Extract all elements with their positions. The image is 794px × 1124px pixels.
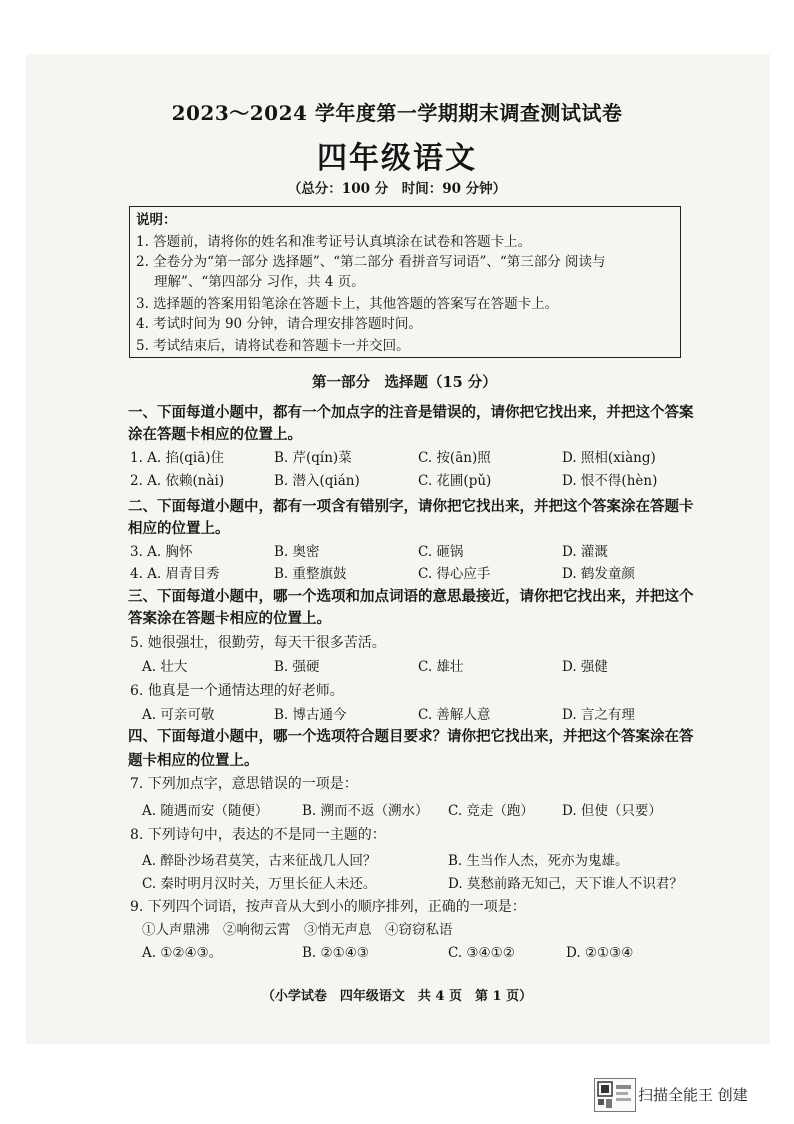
q8-option-d: D. 莫愁前路无知己，天下谁人不识君？ [448,876,683,892]
q-group2-instruction-cont: 相应的位置上。 [128,520,230,537]
q5-option-b: B. 强硬 [274,659,320,675]
q4-option-d: D. 鹤发童颜 [562,566,635,582]
q4-option-c: C. 得心应手 [418,566,491,582]
subject-title: 四年级语文 [317,141,477,176]
q9-option-d: D. ②①③④ [566,945,634,961]
q6-option-b: B. 博古通今 [274,707,347,723]
q3-option-c: C. 砸锅 [418,544,464,560]
q6-option-d: D. 言之有理 [562,707,635,723]
instruction-item: 2. 全卷分为“第一部分 选择题”、“第二部分 看拼音写词语”、“第三部分 阅读与 [136,254,606,270]
q7-option-c: C. 竞走（跑） [448,803,534,819]
instructions-label: 说明： [136,212,177,228]
q-group4-instruction-cont: 题卡相应的位置上。 [128,752,259,769]
q2-option-d: D. 恨不得(hèn) [562,473,658,489]
instructions-box [129,206,681,358]
q2-option-a: 2. A. 依赖(nài) [130,473,225,489]
q9-option-c: C. ③④①② [448,945,515,961]
exam-title: 2023～2024 学年度第一学期期末调查测试试卷 [171,101,623,125]
page-footer: （小学试卷 四年级语文 共 4 页 第 1 页） [261,989,533,1004]
q5-option-c: C. 雄壮 [418,659,464,675]
q1-option-b: B. 芹(qín)菜 [274,450,352,466]
q9-option-b: B. ②①④③ [302,945,369,961]
q4-option-b: B. 重整旗鼓 [274,566,347,582]
q6-stem: 6. 他真是一个通情达理的好老师。 [130,683,344,699]
q2-option-c: C. 花圃(pǔ) [418,473,492,489]
q-group1-instruction: 一、下面每道小题中，都有一个加点字的注音是错误的，请你把它找出来，并把这个答案 [128,404,694,421]
q6-option-c: C. 善解人意 [418,707,491,723]
exam-meta: （总分：100 分 时间：90 分钟） [287,181,507,197]
q5-stem: 5. 她很强壮，很勤劳，每天干很多苦活。 [130,635,386,651]
q-group4-instruction: 四、下面每道小题中，哪一个选项符合题目要求？请你把它找出来，并把这个答案涂在答 [128,728,694,745]
instruction-item: 3. 选择题的答案用铅笔涂在答题卡上，其他答题的答案写在答题卡上。 [136,296,559,312]
q7-option-d: D. 但使（只要） [562,803,662,819]
instruction-item: 5. 考试结束后，请将试卷和答题卡一并交回。 [136,338,410,354]
q7-option-a: A. 随遇而安（随便） [142,803,269,819]
q1-option-c: C. 按(ān)照 [418,450,491,466]
q5-option-a: A. 壮大 [142,659,188,675]
q8-option-b: B. 生当作人杰，死亦为鬼雄。 [448,853,629,869]
instruction-item: 1. 答题前，请将你的姓名和准考证号认真填涂在试卷和答题卡上。 [136,234,532,250]
q-group2-instruction: 二、下面每道小题中，都有一项含有错别字，请你把它找出来，并把这个答案涂在答题卡 [128,498,694,515]
q-group3-instruction: 三、下面每道小题中，哪一个选项和加点词语的意思最接近，请你把它找出来，并把这个 [128,588,694,605]
q9-stem: 9. 下列四个词语，按声音从大到小的顺序排列，正确的一项是： [130,899,526,915]
q9-words: ①人声鼎沸 ②响彻云霄 ③悄无声息 ④窃窃私语 [142,922,453,938]
q6-option-a: A. 可亲可敬 [142,707,215,723]
q7-option-b: B. 溯而不返（溯水） [302,803,429,819]
part1-heading: 第一部分 选择题（15 分） [312,374,497,391]
q3-option-d: D. 灌溉 [562,544,608,560]
q3-option-b: B. 奥密 [274,544,320,560]
q1-option-a: 1. A. 掐(qiā)住 [130,450,225,466]
q8-option-a: A. 醉卧沙场君莫笑，古来征战几人回？ [142,853,377,869]
q8-option-c: C. 秦时明月汉时关，万里长征人未还。 [142,876,377,892]
q2-option-b: B. 潜入(qián) [274,473,360,489]
instruction-item: 理解”、“第四部分 习作，共 4 页。 [154,274,365,290]
q9-option-a: A. ①②④③。 [142,945,223,961]
q5-option-d: D. 强健 [562,659,608,675]
q4-option-a: 4. A. 眉青目秀 [130,566,220,582]
camscanner-logo-icon [594,1078,636,1112]
q-group3-instruction-cont: 答案涂在答题卡相应的位置上。 [128,610,331,627]
q7-stem: 7. 下列加点字，意思错误的一项是： [130,776,358,792]
q3-option-a: 3. A. 胸怀 [130,544,193,560]
instruction-item: 4. 考试时间为 90 分钟，请合理安排答题时间。 [136,316,422,332]
scanner-brand-text: 扫描全能王 创建 [638,1086,748,1104]
q8-stem: 8. 下列诗句中，表达的不是同一主题的： [130,827,386,843]
q-group1-instruction-cont: 涂在答题卡相应的位置上。 [128,426,302,443]
q1-option-d: D. 照相(xiàng) [562,450,656,466]
